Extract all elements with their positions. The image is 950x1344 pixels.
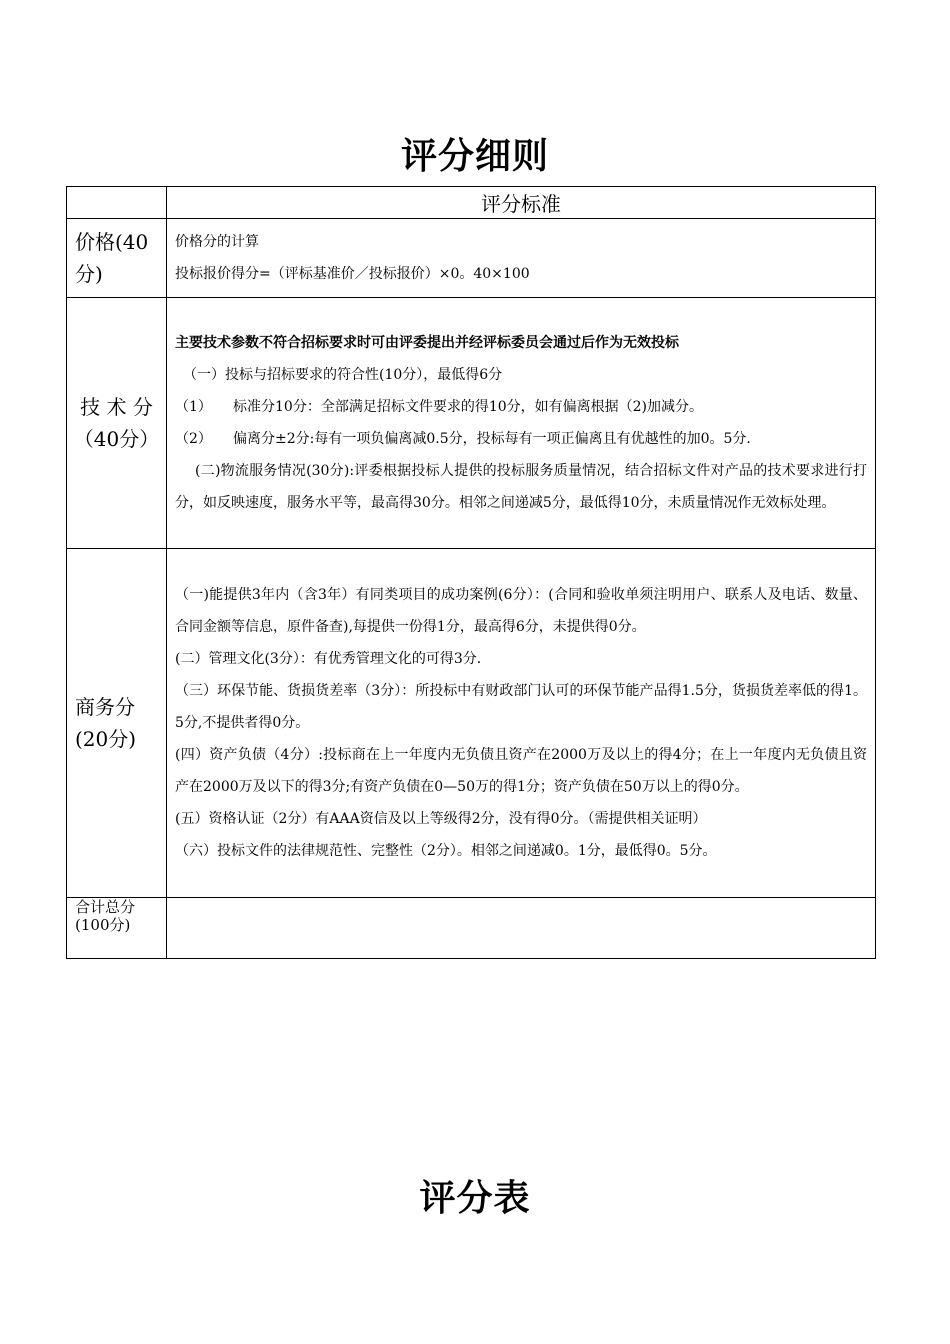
table-row-tech: [67, 298, 876, 549]
tech-item-1-num: （1）: [175, 399, 212, 415]
business-criteria: [167, 549, 876, 898]
header-cell-criteria: 评分标准: [167, 187, 876, 219]
tech-item-1-text: 标准分10分：全部满足招标文件要求的得10分，如有偏离根据（2)加减分。: [233, 399, 703, 415]
category-tech: 技 术 分（40分）: [67, 298, 167, 549]
business-item-3: （三）环保节能、货损货差率（3分）：所投标中有财政部门认可的环保节能产品得1.5分，货损货差率低的得1。5分,不提供者得0分。: [175, 683, 867, 731]
tech-item-1: [175, 391, 867, 423]
tech-section-2: (二)物流服务情况(30分):评委根据投标人提供的投标服务质量情况，结合招标文件对产品的技术要求进行打分，如反映速度，服务水平等，最高得30分。相邻之间递减5分，最低得10分，未质量情况作无效标处理。: [175, 463, 867, 511]
table-row-total: [67, 898, 876, 959]
category-total: 合计总分(100分): [67, 898, 167, 959]
business-item-1: （一)能提供3年内（含3年）有同类项目的成功案例(6分）：(合同和验收单须注明用户、联系人及电话、数量、合同金额等信息，原件备查),每提供一份得1分，最高得6分，未提供得0分。: [175, 587, 867, 635]
tech-item-2-num: （2）: [175, 431, 212, 447]
scoring-table: [66, 186, 876, 959]
business-item-6: （六）投标文件的法律规范性、完整性（2分）。相邻之间递减0。1分，最低得0。5分。: [175, 843, 717, 859]
table-row-price: [67, 219, 876, 298]
page-title: 评分细则: [400, 136, 549, 177]
table-row-business: [67, 549, 876, 898]
category-price: 价格(40分): [67, 219, 167, 298]
tech-section-1: （一）投标与招标要求的符合性(10分），最低得6分: [183, 367, 503, 383]
total-value: [167, 898, 876, 959]
category-business: 商务分(20分): [67, 549, 167, 898]
price-line-2: 投标报价得分=（评标基准价／投标报价）×0。40×100: [175, 266, 530, 282]
tech-bold-note: 主要技术参数不符合招标要求时可由评委提出并经评标委员会通过后作为无效投标: [175, 335, 679, 351]
business-item-5: (五）资格认证（2分）有AAA资信及以上等级得2分，没有得0分。（需提供相关证明）: [175, 811, 707, 827]
price-criteria: [167, 219, 876, 298]
business-item-4: (四）资产负债（4分）:投标商在上一年度内无负债且资产在2000万及以上的得4分；在上一年度内无负债且资产在2000万及以下的得3分;有资产负债在0—50万的得1分；资产负债在50万以上的得0分。: [175, 747, 867, 795]
header-cell-empty: [67, 187, 167, 219]
tech-item-2: [175, 423, 867, 455]
table-header-row: [67, 187, 876, 219]
tech-criteria: [167, 298, 876, 549]
section-title-score-sheet: 评分表: [419, 1178, 531, 1219]
price-line-1: 价格分的计算: [175, 234, 259, 250]
business-item-2: (二）管理文化(3分）：有优秀管理文化的可得3分.: [175, 651, 482, 667]
tech-item-2-text: 偏离分±2分:每有一项负偏离减0.5分，投标每有一项正偏离且有优越性的加0。5分.: [233, 431, 751, 447]
